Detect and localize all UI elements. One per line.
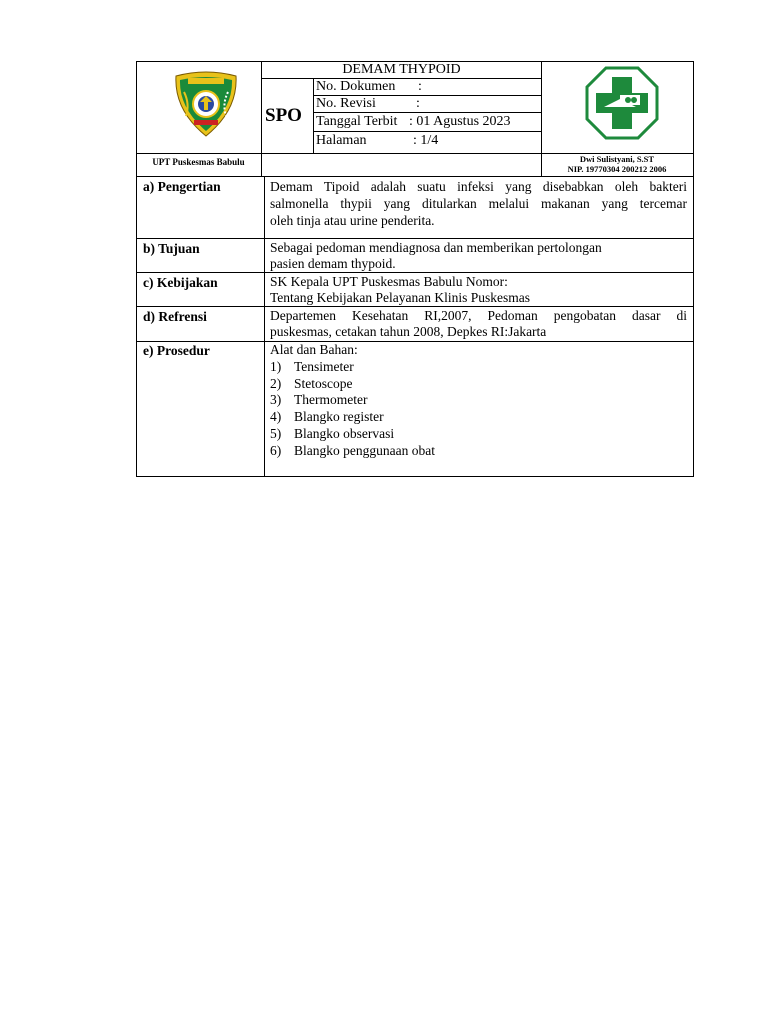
pengertian-line-3: oleh tinja atau urine penderita. xyxy=(270,213,435,228)
puskesmas-logo xyxy=(584,65,660,141)
refrensi-line-1: Departemen Kesehatan RI,2007, Pedoman pengobatan dasar di xyxy=(270,308,687,323)
list-item-text: Thermometer xyxy=(294,392,368,408)
list-item-number: 6) xyxy=(270,442,282,458)
section-label-prosedur: e) Prosedur xyxy=(143,343,210,358)
kebijakan-line-2: Tentang Kebijakan Pelayanan Klinis Puskesmas xyxy=(270,290,531,305)
section-label-refrensi: d) Refrensi xyxy=(143,309,207,324)
list-item xyxy=(270,392,687,409)
spo-label: SPO xyxy=(265,105,302,126)
list-item-number: 3) xyxy=(270,392,282,408)
pengertian-line-1: Demam Tipoid adalah suatu infeksi yang disebabkan oleh bakteri xyxy=(270,179,687,194)
section-content-prosedur xyxy=(270,342,687,460)
regional-emblem-logo xyxy=(170,70,242,138)
list-item xyxy=(270,426,687,443)
section-label-tujuan: b) Tujuan xyxy=(143,241,200,256)
field-tanggal-terbit-value: : 01 Agustus 2023 xyxy=(409,114,511,129)
list-item-number: 4) xyxy=(270,409,282,425)
section-content-tujuan xyxy=(270,240,687,272)
list-item-number: 2) xyxy=(270,375,282,391)
prosedur-intro: Alat dan Bahan: xyxy=(270,342,358,357)
section-label-pengertian: a) Pengertian xyxy=(143,179,221,194)
field-tanggal-terbit-label: Tanggal Terbit xyxy=(316,114,398,129)
document-title: DEMAM THYPOID xyxy=(342,62,461,77)
tujuan-line-2: pasien demam thypoid. xyxy=(270,256,396,271)
list-item xyxy=(270,443,687,460)
tujuan-line-1: Sebagai pedoman mendiagnosa dan memberikan pertolongan xyxy=(270,240,602,255)
refrensi-line-2: puskesmas, cetakan tahun 2008, Depkes RI:Jakarta xyxy=(270,324,547,339)
list-item-text: Blangko observasi xyxy=(294,425,395,441)
field-no-revisi-label: No. Revisi xyxy=(316,96,376,111)
list-item-text: Stetoscope xyxy=(294,375,353,391)
kebijakan-line-1: SK Kepala UPT Puskesmas Babulu Nomor: xyxy=(270,274,508,289)
list-item-number: 5) xyxy=(270,425,282,441)
signatory-nip: NIP. 19770304 200212 2006 xyxy=(567,164,667,174)
org-name: UPT Puskesmas Babulu xyxy=(152,157,245,167)
list-item xyxy=(270,376,687,393)
list-item-text: Tensimeter xyxy=(294,358,354,374)
section-content-refrensi xyxy=(270,308,687,340)
field-halaman-value: : 1/4 xyxy=(413,133,439,148)
field-halaman-label: Halaman xyxy=(316,133,367,148)
pengertian-line-2: salmonella thypii yang ditularkan melalui makanan yang tercemar xyxy=(270,196,687,211)
section-content-pengertian xyxy=(270,178,687,229)
field-no-dokumen-label: No. Dokumen xyxy=(316,79,396,94)
field-no-revisi-value: : xyxy=(416,96,420,111)
field-no-dokumen-value: : xyxy=(418,79,422,94)
section-label-kebijakan: c) Kebijakan xyxy=(143,275,218,290)
signatory-name: Dwi Sulistyani, S.ST xyxy=(579,154,655,164)
list-item xyxy=(270,359,687,376)
section-content-kebijakan xyxy=(270,274,687,306)
list-item-text: Blangko penggunaan obat xyxy=(294,442,435,458)
list-item xyxy=(270,409,687,426)
list-item-text: Blangko register xyxy=(294,409,384,425)
list-item-number: 1) xyxy=(270,358,282,374)
